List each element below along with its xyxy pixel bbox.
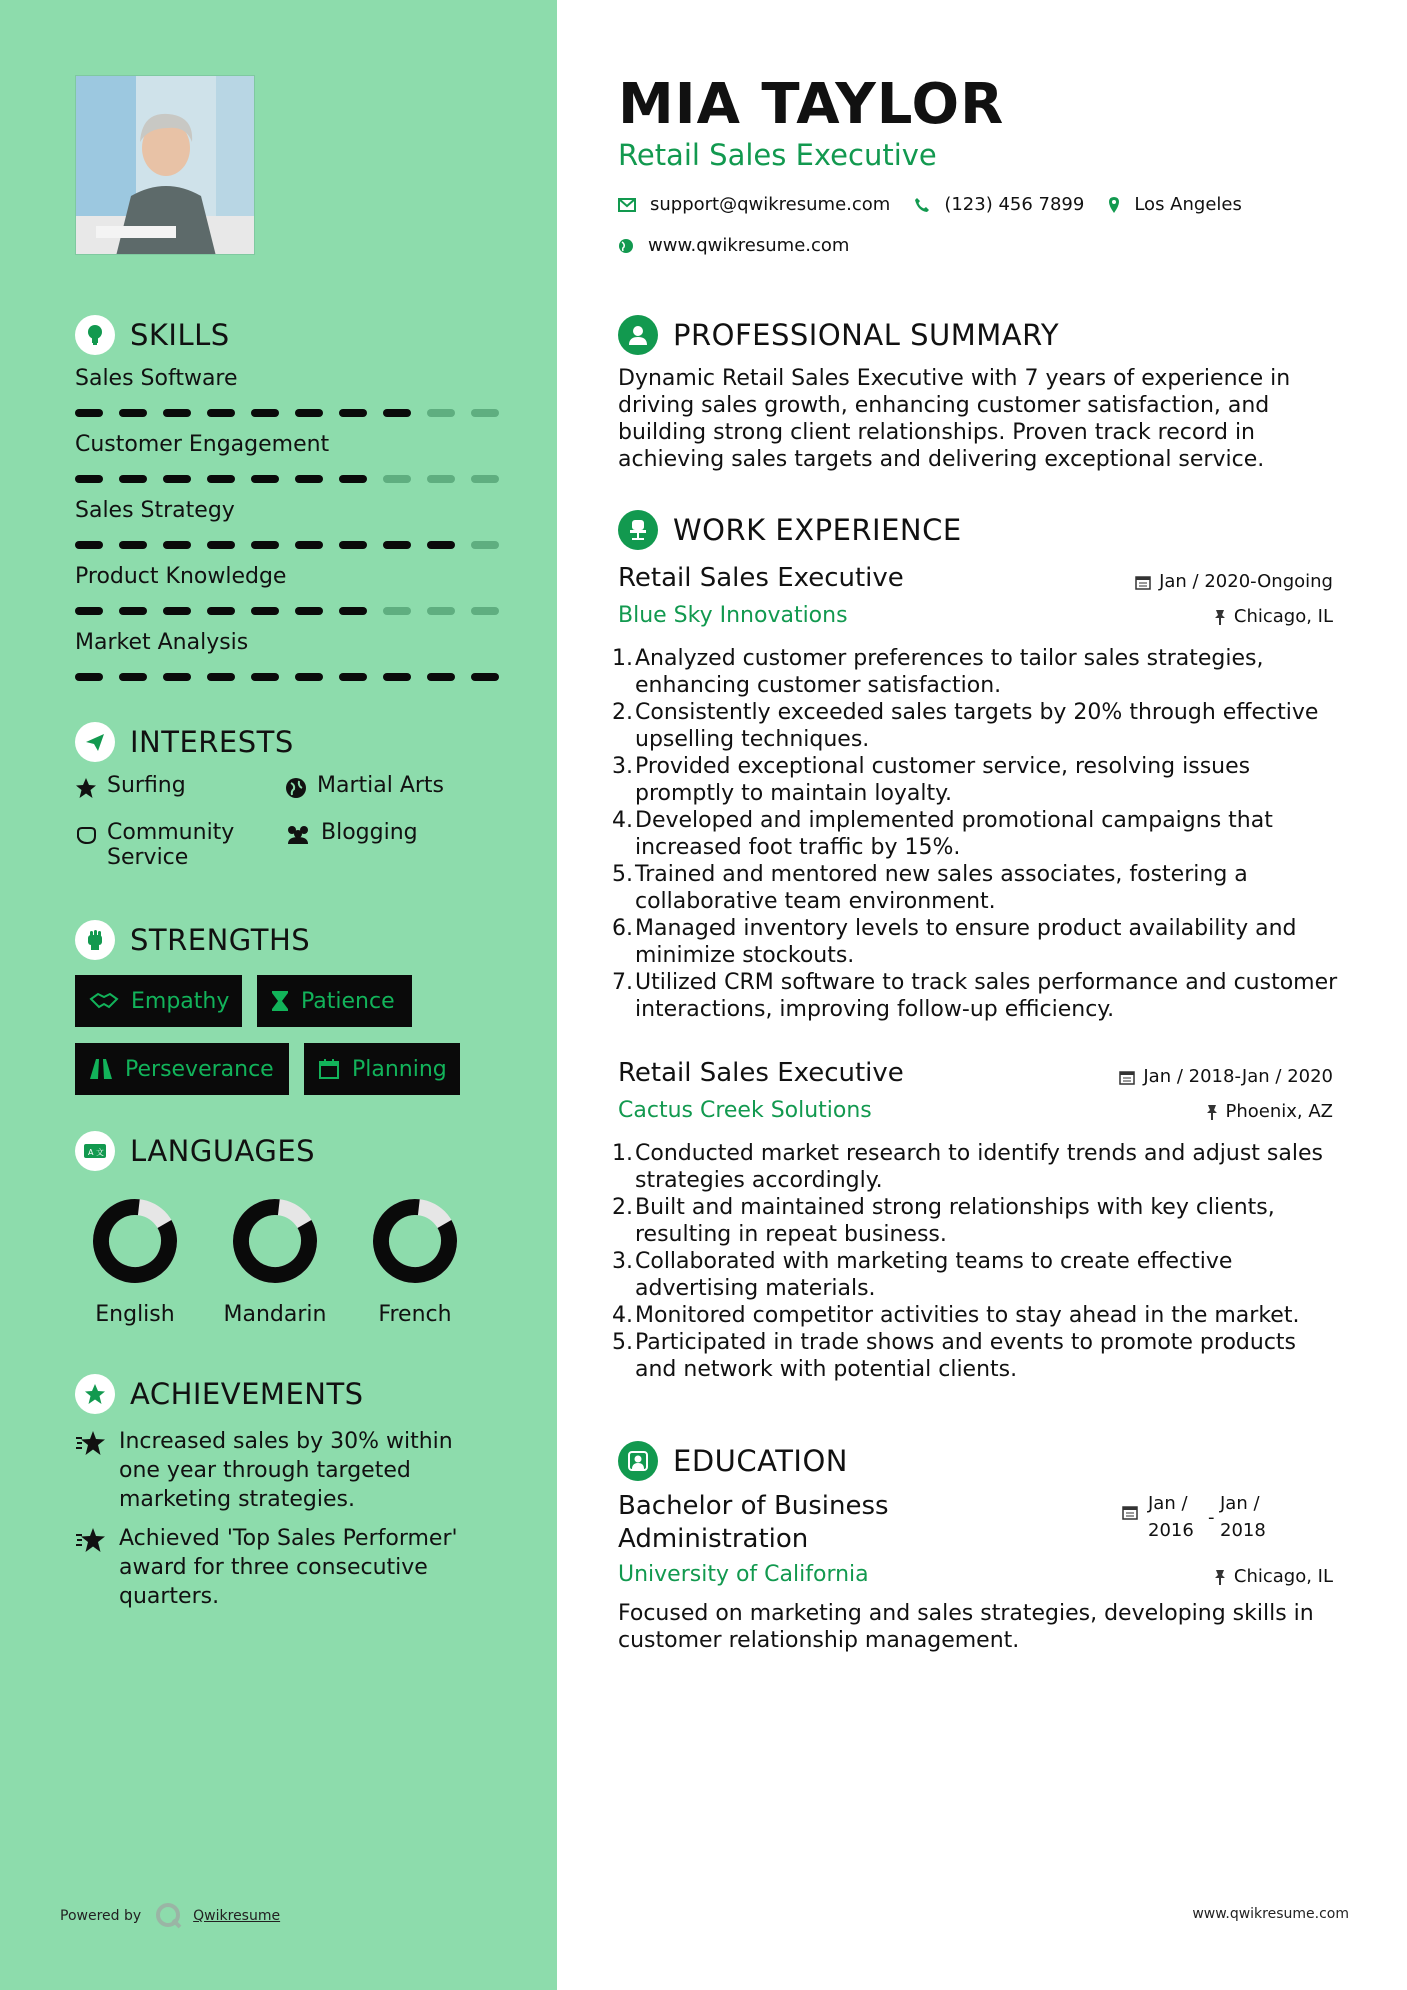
interests-heading bbox=[75, 722, 294, 762]
candidate-role: Retail Sales Executive bbox=[618, 138, 937, 172]
skill-dash-filled bbox=[75, 475, 103, 483]
education-end-month: Jan / bbox=[1220, 1493, 1260, 1514]
skill-dash-filled bbox=[295, 409, 323, 417]
calendar-icon bbox=[1135, 574, 1151, 590]
skill-dash-filled bbox=[119, 409, 147, 417]
languages-heading bbox=[75, 1131, 315, 1171]
bullet-text: Collaborated with marketing teams to create effective advertising materials. bbox=[635, 1249, 1233, 1301]
hourglass-icon bbox=[271, 990, 289, 1012]
language-icon bbox=[75, 1131, 115, 1171]
language-ring-fill bbox=[232, 1198, 318, 1284]
bullet-text: Participated in trade shows and events to promote products and network with potential clients. bbox=[635, 1330, 1297, 1382]
interest-label: Surfing bbox=[107, 773, 186, 798]
education-end bbox=[1220, 1490, 1280, 1544]
education-description: Focused on marketing and sales strategies, developing skills in customer relationship management. bbox=[618, 1601, 1314, 1653]
language-ring-fill bbox=[92, 1198, 178, 1284]
language-item bbox=[205, 1198, 345, 1327]
skill-label: Customer Engagement bbox=[75, 432, 330, 457]
lightbulb-icon bbox=[75, 315, 115, 355]
globe-icon bbox=[618, 238, 634, 254]
education-location bbox=[1214, 1566, 1333, 1587]
contact-row bbox=[618, 194, 1266, 215]
summary-title: PROFESSIONAL SUMMARY bbox=[673, 318, 1060, 352]
bullet-text: Analyzed customer preferences to tailor sales strategies, enhancing customer satisfaction. bbox=[635, 646, 1264, 698]
paper-plane-icon bbox=[75, 722, 115, 762]
bullet-item: 1. Analyzed customer preferences to tailor sales strategies, enhancing customer satisfaction. bbox=[612, 645, 1342, 699]
skill-level bbox=[75, 673, 505, 681]
svg-text:A: A bbox=[88, 1148, 94, 1157]
strength-badge bbox=[75, 1043, 289, 1095]
language-ring-fill bbox=[372, 1198, 458, 1284]
award-icon bbox=[75, 1374, 115, 1414]
skill-item bbox=[75, 432, 505, 483]
education-degree: Bachelor of Business Administration bbox=[618, 1491, 889, 1554]
skill-label: Market Analysis bbox=[75, 630, 249, 655]
strengths-heading bbox=[75, 920, 310, 960]
bullet-text: Managed inventory levels to ensure product availability and minimize stockouts. bbox=[635, 916, 1297, 968]
skill-dash-filled bbox=[427, 541, 455, 549]
bullet-item: 2. Consistently exceeded sales targets by 20% through effective upselling techniques. bbox=[612, 699, 1342, 753]
footer-url[interactable]: www.qwikresume.com bbox=[1192, 1906, 1349, 1922]
sidebar bbox=[0, 0, 557, 1990]
handshake-icon bbox=[89, 991, 119, 1011]
language-item bbox=[65, 1198, 205, 1327]
interest-label: Blogging bbox=[321, 820, 418, 845]
education-start bbox=[1148, 1490, 1208, 1544]
languages-title: LANGUAGES bbox=[130, 1134, 316, 1168]
contact-location bbox=[1108, 194, 1242, 215]
bullet-item: 1. Conducted market research to identify trends and adjust sales strategies accordingly. bbox=[612, 1140, 1342, 1194]
skill-dash-filled bbox=[75, 409, 103, 417]
bullet-text: Trained and mentored new sales associates, fostering a collaborative team environment. bbox=[635, 862, 1248, 914]
skill-dash-empty bbox=[471, 607, 499, 615]
skill-dash-filled bbox=[163, 607, 191, 615]
achievement-item bbox=[75, 1427, 475, 1514]
strengths-title: STRENGTHS bbox=[130, 923, 311, 957]
candidate-name: MIA TAYLOR bbox=[618, 72, 1005, 137]
experience-title: WORK EXPERIENCE bbox=[673, 513, 962, 547]
skill-dash-filled bbox=[163, 541, 191, 549]
job-location-text: Chicago, IL bbox=[1233, 606, 1333, 627]
interest-label: Martial Arts bbox=[317, 773, 445, 798]
skill-dash-filled bbox=[427, 673, 455, 681]
language-label: Mandarin bbox=[223, 1302, 327, 1327]
strength-badge bbox=[304, 1043, 460, 1095]
skill-dash-filled bbox=[295, 541, 323, 549]
hand-icon bbox=[75, 824, 97, 846]
education-title: EDUCATION bbox=[673, 1444, 849, 1478]
interest-item bbox=[285, 773, 444, 799]
fist-icon bbox=[75, 920, 115, 960]
skill-dash-filled bbox=[339, 673, 367, 681]
skills-title: SKILLS bbox=[130, 318, 230, 352]
powered-by-label: Powered by bbox=[60, 1908, 142, 1924]
language-label: French bbox=[378, 1302, 452, 1327]
language-level-ring bbox=[232, 1198, 318, 1284]
skill-dash-filled bbox=[119, 541, 147, 549]
user-icon bbox=[618, 315, 658, 355]
contact-phone[interactable] bbox=[914, 194, 1084, 215]
skill-item bbox=[75, 498, 505, 549]
star-icon bbox=[75, 777, 97, 799]
skill-dash-filled bbox=[339, 475, 367, 483]
bullet-text: Developed and implemented promotional campaigns that increased foot traffic by 15%. bbox=[635, 808, 1273, 860]
summary-heading bbox=[618, 315, 1059, 355]
job-dates-text: Jan / 2018-Jan / 2020 bbox=[1143, 1066, 1333, 1087]
skill-dash-filled bbox=[339, 409, 367, 417]
pushpin-icon bbox=[1214, 609, 1226, 625]
skill-dash-empty bbox=[471, 541, 499, 549]
qwikresume-logo-icon bbox=[155, 1902, 183, 1930]
skill-dash-filled bbox=[119, 607, 147, 615]
skill-dash-filled bbox=[75, 541, 103, 549]
skill-dash-filled bbox=[339, 607, 367, 615]
skill-dash-filled bbox=[119, 673, 147, 681]
skill-level bbox=[75, 475, 505, 483]
job-title: Retail Sales Executive bbox=[618, 563, 904, 593]
experience-heading bbox=[618, 510, 962, 550]
map-pin-icon bbox=[1108, 196, 1120, 214]
skill-level bbox=[75, 541, 505, 549]
strength-label: Perseverance bbox=[125, 1056, 274, 1082]
skill-dash-filled bbox=[383, 409, 411, 417]
education-end-year: 2018 bbox=[1220, 1520, 1266, 1541]
strength-badge bbox=[75, 975, 242, 1027]
achievement-item bbox=[75, 1524, 475, 1611]
company-name: Cactus Creek Solutions bbox=[618, 1098, 872, 1123]
skill-dash-filled bbox=[295, 673, 323, 681]
calendar-icon bbox=[1122, 1504, 1138, 1520]
job-dates bbox=[1135, 571, 1333, 592]
skill-dash-filled bbox=[471, 673, 499, 681]
bullet-item: 7. Utilized CRM software to track sales performance and customer interactions, improving follow-up efficiency. bbox=[612, 969, 1342, 1023]
bullet-item: 5. Trained and mentored new sales associates, fostering a collaborative team environment. bbox=[612, 861, 1342, 915]
skill-dash-filled bbox=[207, 541, 235, 549]
profile-photo bbox=[75, 75, 255, 255]
strength-label: Empathy bbox=[131, 988, 230, 1014]
summary-text: Dynamic Retail Sales Executive with 7 years of experience in driving sales growth, enhancing customer satisfaction, and building strong client relationships. Proven track record in achieving sales targets and delivering exceptional service. bbox=[618, 366, 1291, 472]
achievement-text: Increased sales by 30% within one year through targeted marketing strategies. bbox=[119, 1429, 453, 1512]
strength-label: Planning bbox=[352, 1056, 447, 1082]
job-title: Retail Sales Executive bbox=[618, 1058, 904, 1088]
interest-item bbox=[75, 773, 186, 799]
contact-row-website bbox=[618, 235, 873, 256]
skills-heading bbox=[75, 315, 230, 355]
education-heading bbox=[618, 1441, 848, 1481]
qwikresume-link[interactable]: Qwikresume bbox=[193, 1908, 281, 1924]
star-award-icon bbox=[75, 1526, 107, 1554]
skill-dash-empty bbox=[383, 475, 411, 483]
skill-dash-filled bbox=[295, 607, 323, 615]
strength-badge bbox=[257, 975, 412, 1027]
language-item bbox=[345, 1198, 485, 1327]
date-separator: - bbox=[1208, 1507, 1215, 1528]
skill-dash-filled bbox=[75, 607, 103, 615]
skill-label: Sales Software bbox=[75, 366, 238, 391]
interest-item bbox=[75, 820, 255, 870]
education-start-month: Jan / bbox=[1148, 1493, 1188, 1514]
skill-item bbox=[75, 630, 505, 681]
bullet-item: 4. Monitored competitor activities to stay ahead in the market. bbox=[612, 1303, 1300, 1328]
skill-dash-filled bbox=[251, 673, 279, 681]
bullet-item: 4. Developed and implemented promotional campaigns that increased foot traffic by 15%. bbox=[612, 807, 1342, 861]
bullet-item: 3. Provided exceptional customer service, resolving issues promptly to maintain loyalty. bbox=[612, 753, 1342, 807]
bullet-item: 5. Participated in trade shows and events to promote products and network with potential clients. bbox=[612, 1329, 1342, 1383]
location-text: Los Angeles bbox=[1134, 194, 1242, 215]
job-location bbox=[1206, 1101, 1334, 1122]
skill-dash-filled bbox=[207, 475, 235, 483]
globe-icon bbox=[285, 777, 307, 799]
skill-level bbox=[75, 607, 505, 615]
bullet-text: Built and maintained strong relationships with key clients, resulting in repeat business. bbox=[635, 1195, 1275, 1247]
phone-icon bbox=[914, 197, 930, 213]
pushpin-icon bbox=[1206, 1104, 1218, 1120]
skill-item bbox=[75, 366, 505, 417]
users-icon bbox=[285, 824, 311, 846]
skill-dash-filled bbox=[251, 409, 279, 417]
graduate-icon bbox=[618, 1441, 658, 1481]
skill-dash-filled bbox=[163, 409, 191, 417]
skill-label: Sales Strategy bbox=[75, 498, 235, 523]
skill-dash-empty bbox=[471, 475, 499, 483]
school-name: University of California bbox=[618, 1562, 869, 1587]
interests-title: INTERESTS bbox=[130, 725, 294, 759]
skill-dash-empty bbox=[427, 607, 455, 615]
job-location bbox=[1214, 606, 1333, 627]
skill-level bbox=[75, 409, 505, 417]
powered-by bbox=[60, 1902, 280, 1930]
language-level-ring bbox=[92, 1198, 178, 1284]
skill-dash-empty bbox=[427, 475, 455, 483]
bullet-text: Conducted market research to identify trends and adjust sales strategies accordingly. bbox=[635, 1141, 1323, 1193]
achievement-text: Achieved 'Top Sales Performer' award for three consecutive quarters. bbox=[119, 1526, 458, 1609]
contact-email[interactable] bbox=[618, 194, 890, 215]
education-start-year: 2016 bbox=[1148, 1520, 1194, 1541]
skill-dash-filled bbox=[251, 541, 279, 549]
star-award-icon bbox=[75, 1429, 107, 1457]
achievements-heading bbox=[75, 1374, 364, 1414]
strength-label: Patience bbox=[301, 988, 395, 1014]
svg-text:文: 文 bbox=[96, 1148, 104, 1157]
phone-text: (123) 456 7899 bbox=[944, 194, 1085, 215]
skill-dash-filled bbox=[295, 475, 323, 483]
job-dates-text: Jan / 2020-Ongoing bbox=[1159, 571, 1333, 592]
skill-dash-filled bbox=[163, 475, 191, 483]
bullet-text: Monitored competitor activities to stay ahead in the market. bbox=[635, 1303, 1300, 1328]
calendar-icon bbox=[318, 1058, 340, 1080]
interest-label: Community Service bbox=[107, 820, 235, 870]
contact-website[interactable] bbox=[618, 235, 849, 256]
skill-dash-filled bbox=[383, 541, 411, 549]
skill-dash-filled bbox=[339, 541, 367, 549]
road-icon bbox=[89, 1058, 113, 1080]
skill-dash-filled bbox=[119, 475, 147, 483]
skill-dash-filled bbox=[207, 409, 235, 417]
office-chair-icon bbox=[618, 510, 658, 550]
company-name: Blue Sky Innovations bbox=[618, 603, 848, 628]
language-level-ring bbox=[372, 1198, 458, 1284]
achievements-title: ACHIEVEMENTS bbox=[130, 1377, 364, 1411]
skill-dash-filled bbox=[207, 607, 235, 615]
skill-label: Product Knowledge bbox=[75, 564, 287, 589]
envelope-icon bbox=[618, 198, 636, 212]
bullet-item: 3. Collaborated with marketing teams to create effective advertising materials. bbox=[612, 1248, 1342, 1302]
language-label: English bbox=[95, 1302, 175, 1327]
education-location-text: Chicago, IL bbox=[1233, 1566, 1333, 1587]
skill-dash-filled bbox=[251, 475, 279, 483]
education-dates bbox=[1122, 1490, 1280, 1544]
skill-dash-filled bbox=[163, 673, 191, 681]
job-location-text: Phoenix, AZ bbox=[1225, 1101, 1333, 1122]
skill-dash-filled bbox=[251, 607, 279, 615]
bullet-text: Utilized CRM software to track sales performance and customer interactions, improving follow-up efficiency. bbox=[635, 970, 1338, 1022]
bullet-text: Consistently exceeded sales targets by 20% through effective upselling techniques. bbox=[635, 700, 1319, 752]
website-text: www.qwikresume.com bbox=[648, 235, 850, 256]
bullet-text: Provided exceptional customer service, resolving issues promptly to maintain loyalty. bbox=[635, 754, 1251, 806]
skill-dash-filled bbox=[207, 673, 235, 681]
job-bullets bbox=[612, 1140, 1342, 1383]
skill-dash-empty bbox=[427, 409, 455, 417]
skill-item bbox=[75, 564, 505, 615]
job-dates bbox=[1119, 1066, 1333, 1087]
calendar-icon bbox=[1119, 1069, 1135, 1085]
email-text: support@qwikresume.com bbox=[650, 194, 891, 215]
pushpin-icon bbox=[1214, 1569, 1226, 1585]
skill-dash-filled bbox=[75, 673, 103, 681]
bullet-item: 2. Built and maintained strong relationships with key clients, resulting in repeat business. bbox=[612, 1194, 1342, 1248]
skill-dash-filled bbox=[383, 673, 411, 681]
job-bullets bbox=[612, 645, 1342, 1023]
bullet-item: 6. Managed inventory levels to ensure product availability and minimize stockouts. bbox=[612, 915, 1342, 969]
skill-dash-empty bbox=[383, 607, 411, 615]
skill-dash-empty bbox=[471, 409, 499, 417]
interest-item bbox=[285, 820, 418, 846]
